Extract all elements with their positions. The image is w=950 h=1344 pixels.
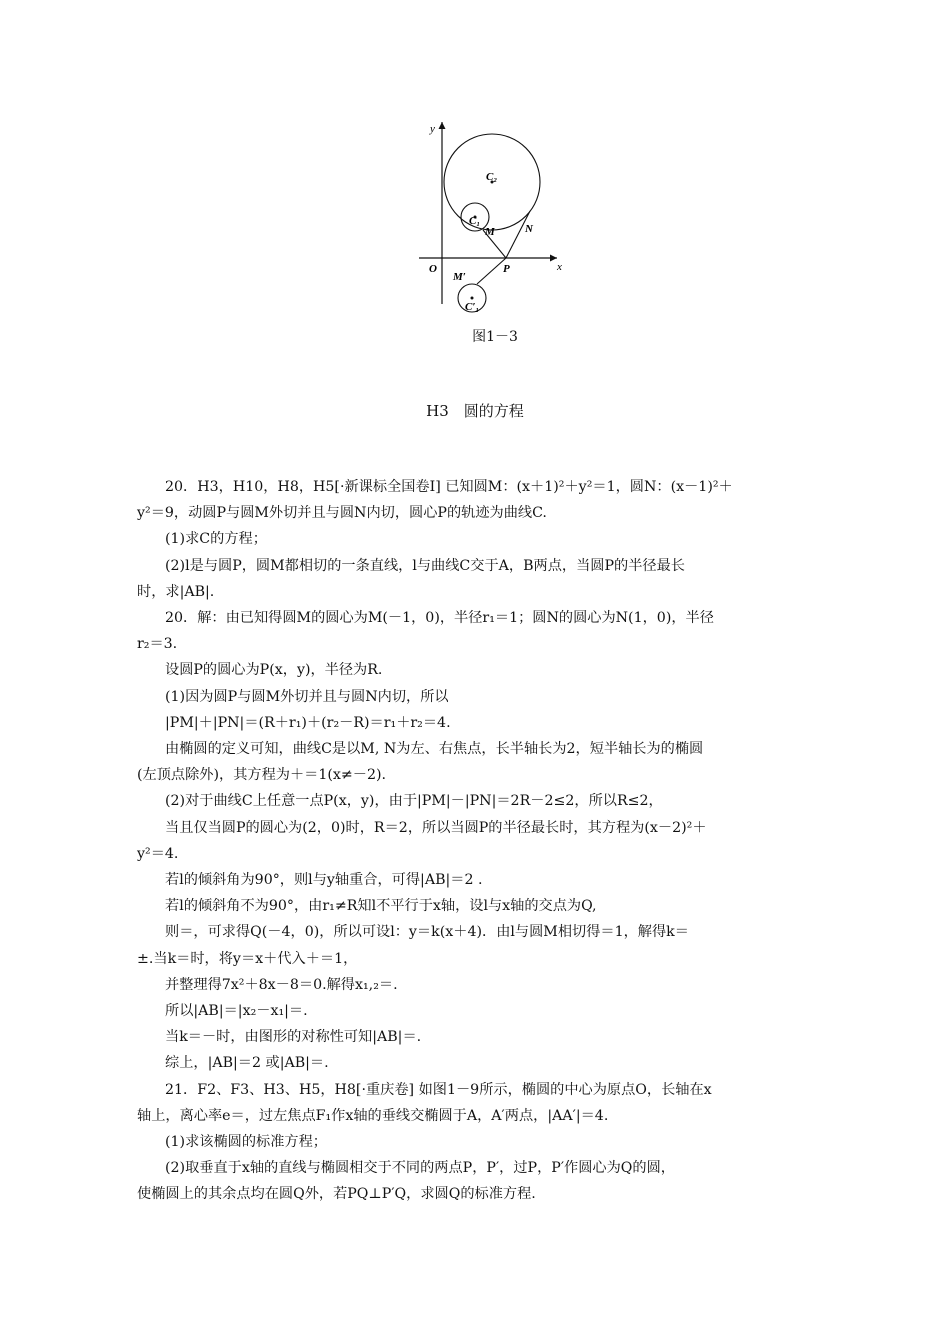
text-line: ±.当k＝时，将y＝x＋代入＋＝1， (137, 950, 358, 967)
text-line: y²＝9，动圆P与圆M外切并且与圆N内切，圆心P的轨迹为曲线C. (137, 505, 547, 522)
label-m: M (485, 226, 495, 238)
document-body (137, 474, 815, 1208)
text-line: 21．F2、F3、H3、H5，H8[·重庆卷] 如图1－9所示，椭圆的中心为原点O，长轴在x (165, 1081, 712, 1098)
label-o: O (429, 263, 437, 275)
text-line: 设圆P的圆心为P(x，y)，半径为R. (165, 662, 383, 679)
text-line: 轴上，离心率e＝，过左焦点F₁作x轴的垂线交椭圆于A，A′两点，|AA′|＝4. (137, 1107, 609, 1124)
text-line: (1)求该椭圆的标准方程； (165, 1134, 327, 1151)
text-line: 则＝，可求得Q(－4，0)，所以可设l：y＝k(x＋4)．由l与圆M相切得＝1，解得k＝ (165, 924, 689, 941)
line-pm-prime (477, 258, 506, 284)
figure-1-3 (405, 112, 585, 322)
text-line: (2)取垂直于x轴的直线与椭圆相交于不同的两点P，P′，过P，P′作圆心为Q的圆， (165, 1160, 675, 1177)
section-title: H3 圆的方程 (426, 402, 524, 420)
center-c1-prime (471, 297, 474, 300)
text-line: 20．H3，H10，H8，H5[·新课标全国卷Ⅰ] 已知圆M：(x＋1)²＋y²＝1，圆N：(x－1)²＋ (165, 479, 733, 495)
text-line: 若l的倾斜角不为90°，由r₁≠R知l不平行于x轴，设l与x轴的交点为Q, (165, 898, 597, 915)
text-line: 由椭圆的定义可知，曲线C是以M, N为左、右焦点，长半轴长为2，短半轴长为的椭圆 (165, 741, 704, 758)
text-line: (1)求C的方程； (165, 531, 267, 548)
text-line: (左顶点除外)，其方程为＋＝1(x≠－2). (137, 767, 387, 784)
text-line: 当k＝－时，由图形的对称性可知|AB|＝. (165, 1029, 422, 1046)
text-line: 使椭圆上的其余点均在圆Q外，若PQ⊥P′Q，求圆Q的标准方程. (137, 1186, 536, 1203)
text-line: (2)对于曲线C上任意一点P(x，y)，由于|PM|－|PN|＝2R－2≤2，所以R≤2， (165, 793, 663, 810)
label-c2: C₂ (486, 171, 498, 183)
label-m-prime: M′ (453, 271, 466, 283)
label-c1: C₁ (469, 215, 481, 227)
text-line: 时，求|AB|. (137, 583, 215, 600)
text-line: y²＝4. (137, 845, 179, 862)
text-line: |PM|＋|PN|＝(R＋r₁)＋(r₂－R)＝r₁＋r₂＝4. (165, 714, 451, 731)
label-y: y (430, 123, 435, 135)
label-n: N (525, 223, 533, 235)
text-line: 当且仅当圆P的圆心为(2，0)时，R＝2，所以当圆P的半径最长时，其方程为(x－2)²＋ (165, 819, 707, 836)
figure-caption: 图1－3 (472, 329, 518, 345)
label-p: P (503, 263, 510, 275)
text-line: (2)l是与圆P，圆M都相切的一条直线，l与曲线C交于A，B两点，当圆P的半径最长 (165, 557, 685, 574)
text-line: 所以|AB|＝|x₂－x₁|＝. (165, 1003, 308, 1020)
text-line: (1)因为圆P与圆M外切并且与圆N内切，所以 (165, 688, 449, 705)
text-line: 20．解：由已知得圆M的圆心为M(－1，0)，半径r₁＝1；圆N的圆心为N(1，0)，半径 (165, 610, 714, 627)
text-line: 综上，|AB|＝2 或|AB|＝. (165, 1055, 329, 1072)
label-c1-prime: C′₁ (465, 301, 480, 313)
text-line: 若l的倾斜角为90°，则l与y轴重合，可得|AB|＝2 . (165, 872, 483, 889)
text-line: r₂＝3. (137, 636, 178, 653)
text-line: 并整理得7x²＋8x－8＝0.解得x₁,₂＝. (165, 976, 398, 993)
label-x: x (557, 261, 562, 273)
geometry-diagram (405, 112, 585, 322)
